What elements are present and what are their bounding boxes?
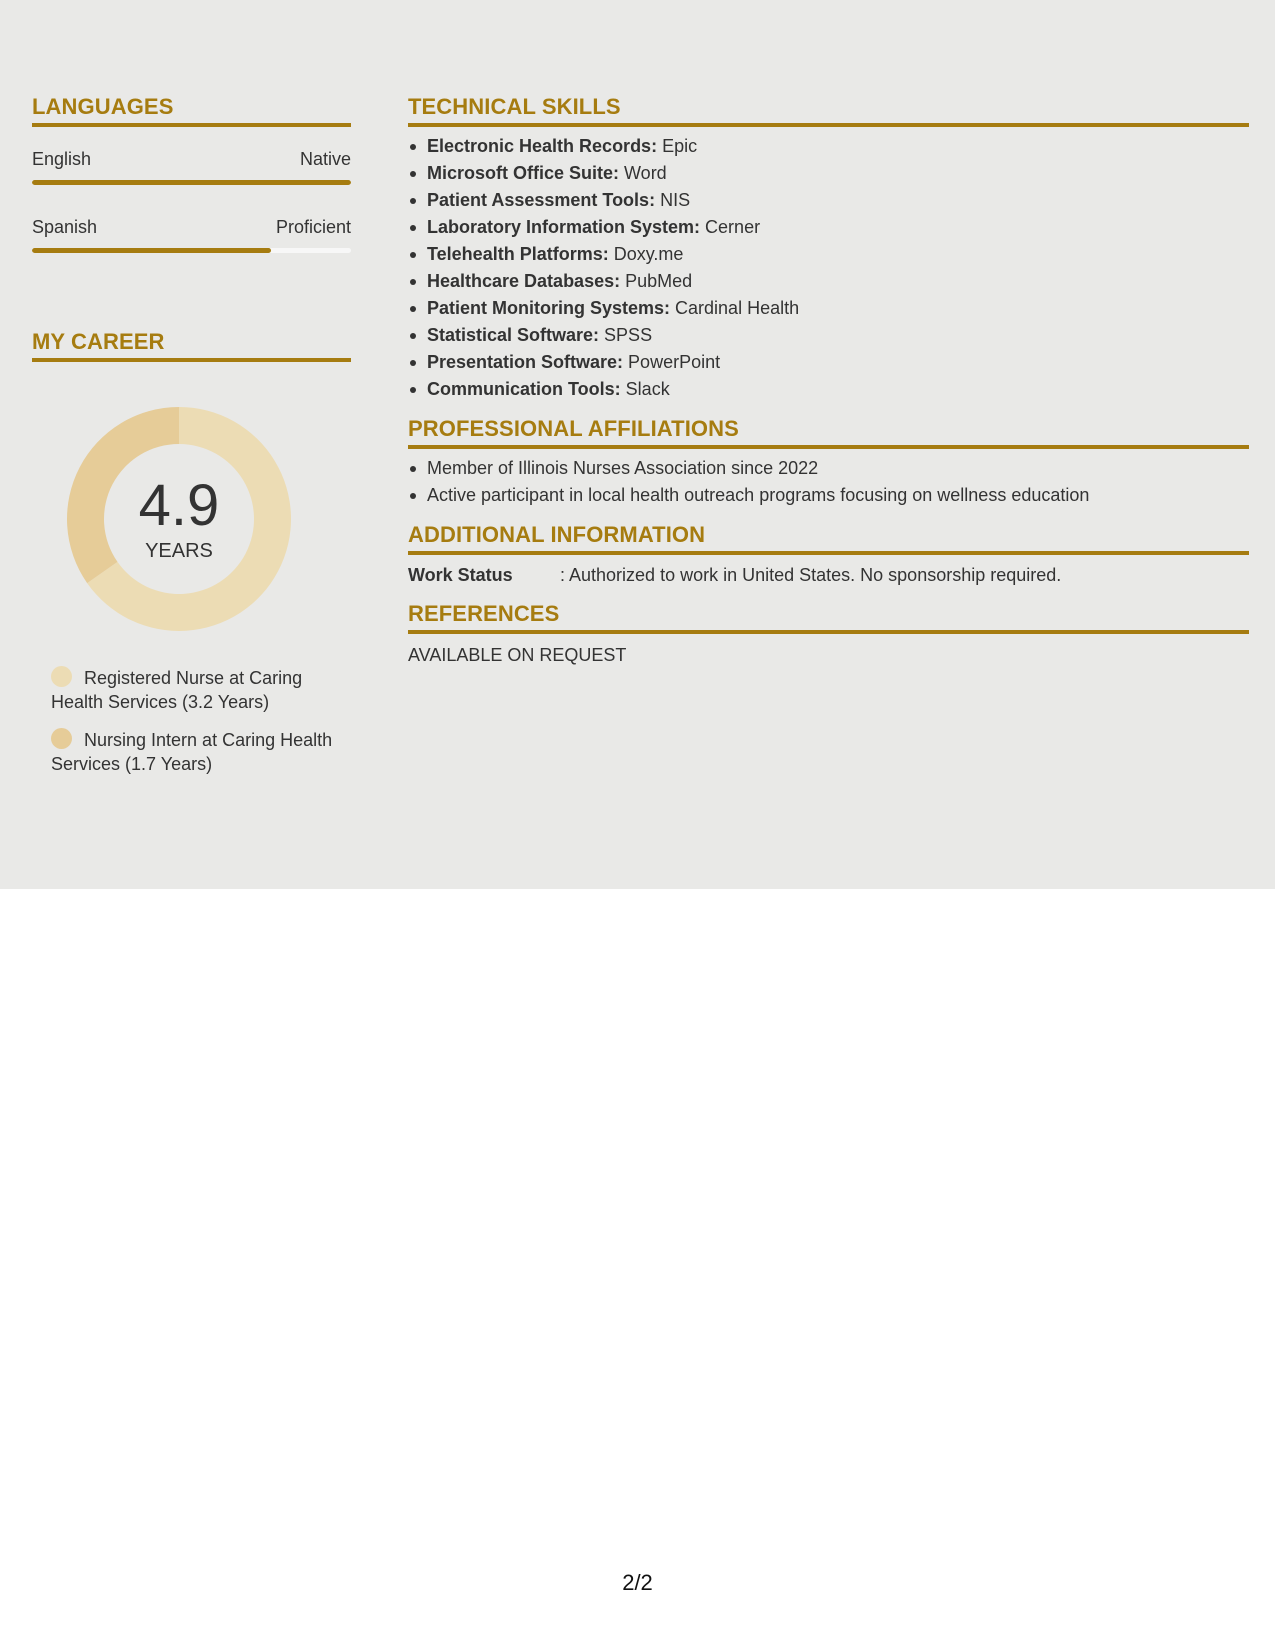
- references-divider: [408, 630, 1249, 634]
- language-bar-fill: [32, 248, 271, 253]
- list-item: [408, 268, 1249, 295]
- skill-label: Healthcare Databases:: [427, 271, 621, 291]
- work-status-row: [408, 563, 1249, 587]
- additional-info-title: ADDITIONAL INFORMATION: [408, 522, 706, 547]
- additional-info-section: [408, 522, 1249, 587]
- affiliations-title: PROFESSIONAL AFFILIATIONS: [408, 416, 739, 441]
- skill-value: Cardinal Health: [670, 298, 800, 318]
- right-column: [408, 94, 1249, 667]
- skill-label: Presentation Software:: [427, 352, 624, 372]
- work-status-label: Work Status: [408, 565, 513, 585]
- technical-skills-list: [408, 133, 1249, 403]
- list-item: [408, 455, 1249, 482]
- language-bar: [32, 248, 351, 253]
- list-item: [408, 187, 1249, 214]
- language-bar-fill: [32, 180, 351, 185]
- skill-value: Epic: [657, 136, 698, 156]
- skill-value: NIS: [655, 190, 691, 210]
- affiliations-list: [408, 455, 1249, 509]
- skill-label: Communication Tools:: [427, 379, 621, 399]
- affiliation-text: Member of Illinois Nurses Association since 2022: [427, 458, 819, 478]
- list-item: [408, 241, 1249, 268]
- legend-swatch: [51, 666, 72, 687]
- references-section: [408, 601, 1249, 667]
- references-text: AVAILABLE ON REQUEST: [408, 645, 627, 665]
- skill-label: Patient Monitoring Systems:: [427, 298, 671, 318]
- language-name: English: [32, 149, 92, 169]
- languages-divider: [32, 123, 351, 127]
- references-title: REFERENCES: [408, 601, 560, 626]
- skill-value: SPSS: [599, 325, 653, 345]
- language-item: [32, 216, 351, 253]
- skill-label: Statistical Software:: [427, 325, 600, 345]
- languages-section: [32, 94, 351, 253]
- work-status-value: : Authorized to work in United States. No sponsorship required.: [560, 565, 1062, 585]
- list-item: [408, 160, 1249, 187]
- skill-value: PubMed: [620, 271, 693, 291]
- affiliations-section: [408, 416, 1249, 509]
- legend-swatch: [51, 728, 72, 749]
- technical-skills-title: TECHNICAL SKILLS: [408, 94, 621, 119]
- list-item: [408, 482, 1249, 509]
- career-donut-chart: [66, 406, 292, 632]
- career-total-unit: YEARS: [145, 540, 213, 562]
- skill-value: Doxy.me: [608, 244, 684, 264]
- skill-value: Slack: [620, 379, 670, 399]
- legend-label: Nursing Intern at Caring Health Services (1.7 Years): [51, 730, 333, 774]
- technical-skills-divider: [408, 123, 1249, 127]
- additional-info-divider: [408, 551, 1249, 555]
- left-column: [32, 94, 351, 776]
- skill-label: Telehealth Platforms:: [427, 244, 609, 264]
- language-name: Spanish: [32, 217, 98, 237]
- donut-center: [66, 406, 292, 632]
- legend-item: [32, 728, 351, 776]
- skill-label: Electronic Health Records:: [427, 136, 658, 156]
- list-item: [408, 349, 1249, 376]
- list-item: [408, 376, 1249, 403]
- page-number: 2/2: [622, 1570, 653, 1595]
- list-item: [408, 295, 1249, 322]
- skill-label: Microsoft Office Suite:: [427, 163, 620, 183]
- list-item: [408, 322, 1249, 349]
- career-divider: [32, 358, 351, 362]
- career-total-value: 4.9: [138, 473, 220, 538]
- career-section: [32, 329, 351, 776]
- languages-title: LANGUAGES: [32, 94, 174, 119]
- career-title: MY CAREER: [32, 329, 165, 354]
- technical-skills-section: [408, 94, 1249, 403]
- list-item: [408, 214, 1249, 241]
- skill-value: Word: [619, 163, 667, 183]
- skill-label: Laboratory Information System:: [427, 217, 701, 237]
- skill-label: Patient Assessment Tools:: [427, 190, 656, 210]
- language-level: Native: [299, 149, 351, 169]
- language-level: Proficient: [275, 217, 351, 237]
- affiliations-divider: [408, 445, 1249, 449]
- skill-value: PowerPoint: [623, 352, 721, 372]
- skill-value: Cerner: [700, 217, 761, 237]
- language-item: [32, 148, 351, 185]
- legend-item: [32, 666, 351, 714]
- career-legend: [32, 666, 351, 776]
- language-bar: [32, 180, 351, 185]
- list-item: [408, 133, 1249, 160]
- affiliation-text: Active participant in local health outreach programs focusing on wellness education: [427, 485, 1090, 505]
- legend-label: Registered Nurse at Caring Health Services (3.2 Years): [51, 668, 303, 712]
